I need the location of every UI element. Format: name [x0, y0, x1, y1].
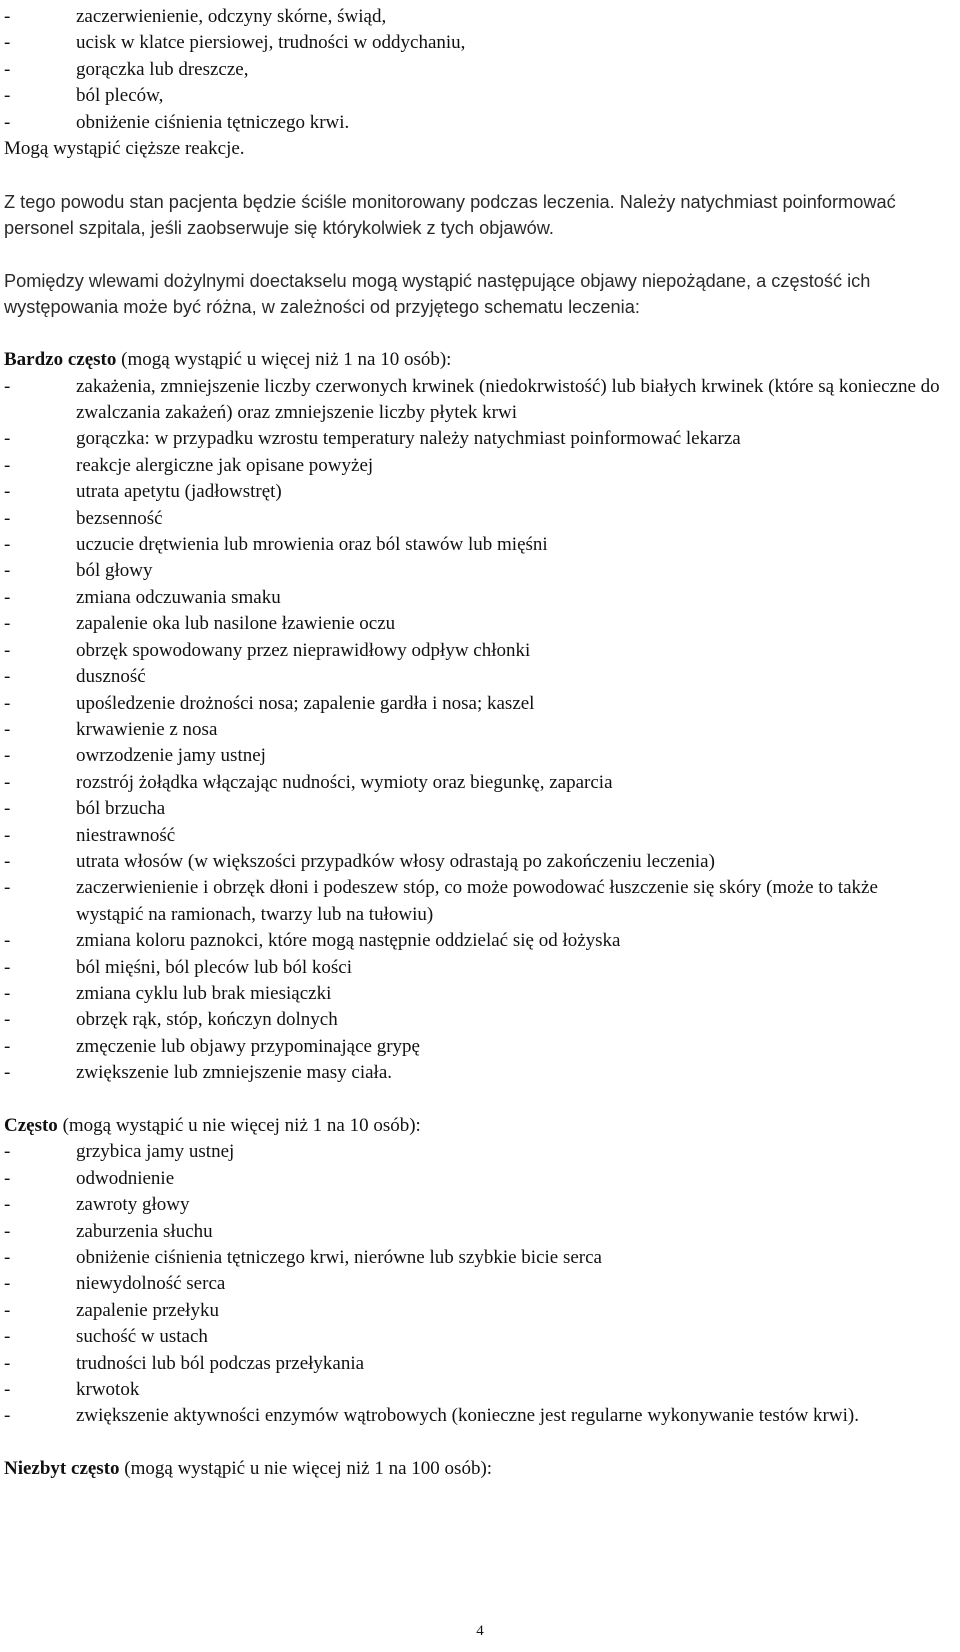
uncommon-heading	[4, 1456, 944, 1482]
list-item: - gorączka lub dreszcze,	[4, 57, 944, 83]
list-item: - niewydolność serca	[4, 1271, 944, 1297]
list-item: - suchość w ustach	[4, 1324, 944, 1350]
frequency-label: Niezbyt często	[4, 1458, 120, 1480]
frequency-label: Bardzo często	[4, 349, 117, 371]
list-item: - zaczerwienienie i obrzęk dłoni i podeszew stóp, co może powodować łuszczenie się skóry (może to także wystąpić na ramionach, twarzy lub na tułowiu)	[4, 875, 944, 928]
intro-tail: Mogą wystąpić cięższe reakcje.	[4, 138, 245, 160]
list-item: - zapalenie przełyku	[4, 1298, 944, 1324]
very-common-list	[4, 374, 944, 1087]
list-item: - zmęczenie lub objawy przypominające grypę	[4, 1034, 944, 1060]
list-item: - zwiększenie lub zmniejszenie masy ciała.	[4, 1060, 944, 1086]
list-item: - obniżenie ciśnienia tętniczego krwi.	[4, 110, 944, 136]
list-item: - zmiana koloru paznokci, które mogą następnie oddzielać się od łożyska	[4, 928, 944, 954]
list-item: - odwodnienie	[4, 1166, 944, 1192]
list-item: - gorączka: w przypadku wzrostu temperatury należy natychmiast poinformować lekarza	[4, 426, 944, 452]
monitoring-paragraph: Z tego powodu stan pacjenta będzie ściśle monitorowany podczas leczenia. Należy natychmiast poinformować personel szpitala, jeśli zaobserwuje się którykolwiek z tych objawów.	[4, 191, 896, 239]
list-item: - duszność	[4, 664, 944, 690]
list-item: - rozstrój żołądka włączając nudności, wymioty oraz biegunkę, zaparcia	[4, 770, 944, 796]
list-item: - owrzodzenie jamy ustnej	[4, 743, 944, 769]
schedule-paragraph: Pomiędzy wlewami dożylnymi doectakselu mogą wystąpić następujące objawy niepożądane, a częstość ich występowania może być różna, w zależności od przyjętego schematu leczenia:	[4, 271, 871, 318]
frequency-qualifier: (mogą wystąpić u nie więcej niż 1 na 10 osób):	[57, 1115, 421, 1136]
list-item: - uczucie drętwienia lub mrowienia oraz ból stawów lub mięśni	[4, 532, 944, 558]
list-item: - zaczerwienienie, odczyny skórne, świąd,	[4, 4, 944, 30]
list-item: - zwiększenie aktywności enzymów wątrobowych (konieczne jest regularne wykonywanie testów krwi).	[4, 1403, 944, 1429]
frequency-qualifier: (mogą wystąpić u nie więcej niż 1 na 100 osób):	[119, 1458, 493, 1480]
list-item: - obrzęk spowodowany przez nieprawidłowy odpływ chłonki	[4, 638, 944, 664]
list-item: - ból pleców,	[4, 83, 944, 109]
list-item: - zaburzenia słuchu	[4, 1219, 944, 1245]
list-item: - krwotok	[4, 1377, 944, 1403]
common-list	[4, 1139, 944, 1429]
list-item: - ucisk w klatce piersiowej, trudności w oddychaniu,	[4, 30, 944, 56]
list-item: - obniżenie ciśnienia tętniczego krwi, nierówne lub szybkie bicie serca	[4, 1245, 944, 1271]
list-item: - zmiana cyklu lub brak miesiączki	[4, 981, 944, 1007]
very-common-heading	[4, 347, 944, 373]
list-item: - bezsenność	[4, 506, 944, 532]
list-item: - zakażenia, zmniejszenie liczby czerwonych krwinek (niedokrwistość) lub białych krwinek (które są konieczne do zwalczania zakażeń) oraz zmniejszenie liczby płytek krwi	[4, 374, 944, 427]
list-item: - ból brzucha	[4, 796, 944, 822]
list-item: - reakcje alergiczne jak opisane powyżej	[4, 453, 944, 479]
list-item: - upośledzenie drożności nosa; zapalenie gardła i nosa; kaszel	[4, 691, 944, 717]
list-item: - niestrawność	[4, 823, 944, 849]
list-item: - zapalenie oka lub nasilone łzawienie oczu	[4, 611, 944, 637]
list-item: - zmiana odczuwania smaku	[4, 585, 944, 611]
list-item: - obrzęk rąk, stóp, kończyn dolnych	[4, 1007, 944, 1033]
frequency-label: Często	[4, 1115, 58, 1136]
page-number: 4	[476, 1623, 484, 1639]
list-item: - ból głowy	[4, 558, 944, 584]
list-item: - trudności lub ból podczas przełykania	[4, 1351, 944, 1377]
list-item: - grzybica jamy ustnej	[4, 1139, 944, 1165]
intro-list	[4, 4, 944, 136]
list-item: - utrata włosów (w większości przypadków włosy odrastają po zakończeniu leczenia)	[4, 849, 944, 875]
list-item: - krwawienie z nosa	[4, 717, 944, 743]
list-item: - ból mięśni, ból pleców lub ból kości	[4, 955, 944, 981]
common-heading	[4, 1113, 944, 1139]
frequency-qualifier: (mogą wystąpić u więcej niż 1 na 10 osób):	[116, 349, 452, 371]
list-item: - utrata apetytu (jadłowstręt)	[4, 479, 944, 505]
document-page	[4, 4, 944, 1483]
list-item: - zawroty głowy	[4, 1192, 944, 1218]
